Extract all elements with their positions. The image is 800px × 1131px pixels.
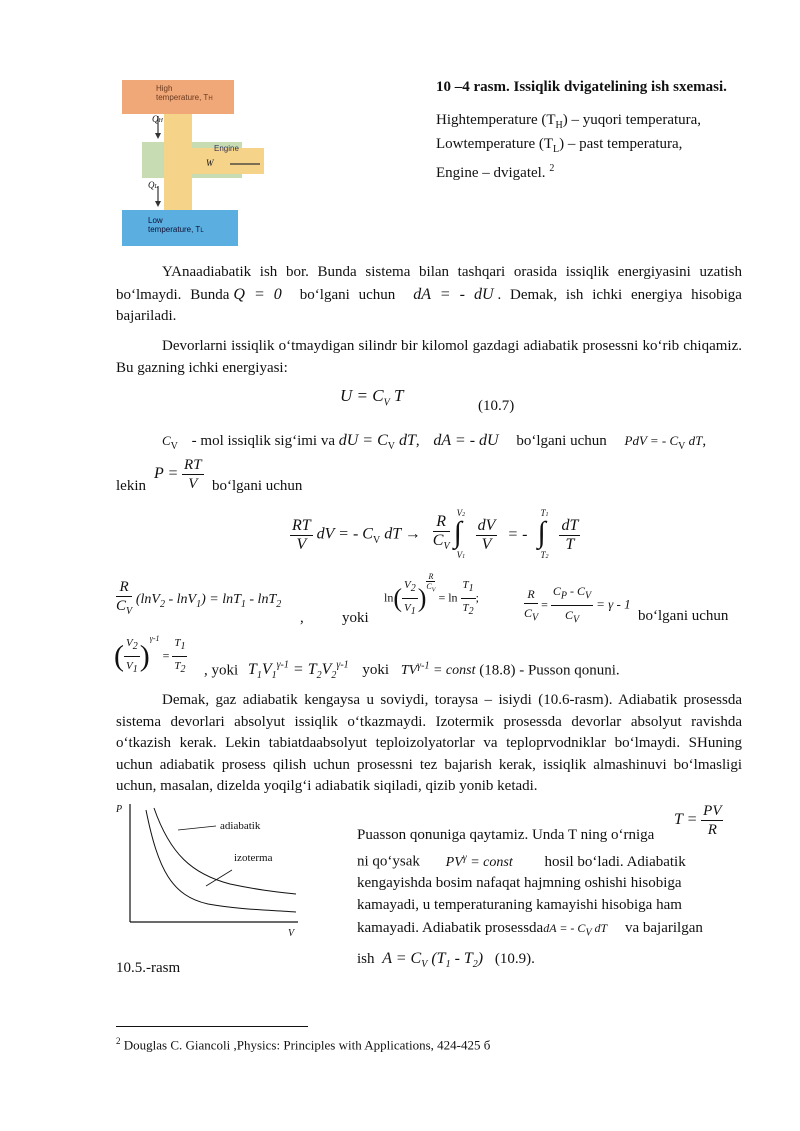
lekin-label: lekin <box>116 478 146 494</box>
pv-graph <box>112 800 308 944</box>
heat-engine-figure <box>118 78 268 248</box>
footnote: $^2$ Douglas C. Giancoli ,Physics: Principles with Applications, 424-425 б <box>116 1036 491 1053</box>
footnote-ref: 2 <box>549 163 555 174</box>
ln-ratio-equation: ln( $\frac{V_2}{V_1}$ ) $\frac{R}{C_V}$ = ln $\frac{T_1}{T_2}$ ; <box>384 572 480 618</box>
poisson-ratio-equation: ( $\frac{V_2}{V_1}$ )$^{\gamma-1}$ = $\frac{T_1}{T_2}$ <box>114 634 186 676</box>
cv-definition-line: $C_V$ - mol issiqlik sig‘imi va dU = $C_V$ dT, dA = - dU bo‘lgani uchun PdV = - $C_V$ dT, <box>162 432 707 452</box>
low-temp-label: Low temperature, TL <box>148 216 204 234</box>
adiabatik-leader <box>178 826 216 830</box>
ql-label: QL <box>148 180 158 190</box>
poisson-line: , yoki $T_1V_1^{\gamma-1} = T_2V_2^{\gamma-1}$ yoki $TV^{\gamma-1}$ = const (18.8) - Pusson qonuni. <box>204 660 620 682</box>
bolgani-uchun-text: bo‘lgani uchun <box>212 478 303 494</box>
main-derivation-equation: $\frac{RT}{V}$ dV = - $C_V$ dT → $\frac{R}{C_V}$ V2 ∫ V1 $\frac{dV}{V}$ = - T1 ∫ T2 $\frac{dT}{T}$ <box>292 508 579 560</box>
row2-comma: , <box>300 610 304 626</box>
axis-v-label: V <box>288 928 295 939</box>
rt-over-v-fraction: $\frac{RT}{V}$ <box>184 457 202 492</box>
figure-caption <box>436 78 736 183</box>
log-equation-row: $\frac{R}{C_V}$ (lnV$_2$ - lnV$_1$) = lnT$_1$ - lnT$_2$ <box>116 579 282 617</box>
pv-diagram <box>112 800 308 944</box>
pressure-equation: P = $\frac{RT}{V}$ <box>154 457 202 492</box>
paragraph-internal-energy: Devorlarni issiqlik o‘tmaydigan silindr bir kilomol gazdagi adiabatik prosessni ko‘rib chiqamiz. Bu gazning ichki energiyasi: <box>116 338 742 376</box>
work-label: W <box>206 158 214 168</box>
caption-title: 10 –4 rasm. Issiqlik dvigatelining ish sxemasi. <box>436 79 727 95</box>
caption-line-high: Hightemperature $(T_H)$ – yuqori temperatura, <box>436 112 702 131</box>
p5-line6: ish $A = C_V$ $(T_1 - T_2)$ (10.9). <box>357 950 535 971</box>
caption-line-low: Lowtemperature $(T_L)$ – past temperatura, <box>436 136 683 155</box>
adiabatik-label: adiabatik <box>220 820 261 832</box>
row2-yoki: yoki <box>342 610 369 626</box>
p5-line5: kamayadi. Adiabatik prosessdadA = - $C_V$ dT va bajarilgan <box>357 920 703 939</box>
row2-bolgani-uchun: bo‘lgani uchun <box>638 608 729 624</box>
axis-p-label: P <box>116 804 123 815</box>
p5-line2: ni qo‘ysak $PV^\gamma$ = const hosil bo‘ladi. Adiabatik <box>357 852 686 870</box>
equation-10-7: $U = C_V$ T <box>340 386 404 409</box>
figure-10-5-caption: 10.5.-rasm <box>116 960 181 976</box>
izoterma-label: izoterma <box>234 852 273 864</box>
paragraph-adiabatic-work: YAnaadiabatik ish bor. Bunda sistema bilan tashqari orasida issiqlik energiyasini uzatish bo‘lmaydi. Bunda Q = 0 bo‘lgani uchun dA = - dU . Demak, ish ichki energiya hisobiga bajariladi. <box>116 264 742 324</box>
gamma-equation: $\frac{R}{C_V}$ = $\frac{C_P - C_V}{C_V}$ = γ - 1 <box>524 584 631 626</box>
integral-t: T1 ∫ T2 <box>537 508 549 560</box>
t-substitution-eq: T = $\frac{PV}{R}$ <box>674 803 722 838</box>
equation-number-10-7: (10.7) <box>478 398 515 414</box>
footnote-separator <box>116 1026 308 1027</box>
qh-label: QH <box>152 114 163 124</box>
high-temp-label: High temperature, TH <box>156 84 213 102</box>
caption-line-engine: Engine – dvigatel. $^2$ <box>436 163 555 181</box>
p5-line4: kamayadi, u temperaturaning kamayishi hisobiga ham <box>357 897 682 913</box>
integral-v: V2 ∫ V1 <box>453 508 466 560</box>
paragraph-adiabatic-cooling: Demak, gaz adiabatik kengaysa u soviydi, toraysa – isiydi (10.6-rasm). Adiabatik prosessda sistema devorlari absolyut issiqlik o‘tkazmaydi. Izotermik prosessda devorlar absolyut ravishda o‘tkazish kerak. Lekin tabiatdaabsolyut teploizolyatorlar va teploprvodniklar bo‘lmaydi. SHuning uchun adiabatik prosess qilish uchun prosessni tez bajarish kerak, issiqlik almashinuvi bo‘lmasligi uchun, masalan, dizelda yoqilg‘i adiabatik siqiladi, qizib yonib ketadi. <box>116 692 742 794</box>
p5-line3: kengayishda bosim nafaqat hajmning oshishi hisobiga <box>357 875 682 891</box>
engine-label: Engine <box>214 144 239 153</box>
p5-line1: Puasson qonuniga qaytamiz. Unda T ning o‘rniga <box>357 827 655 843</box>
